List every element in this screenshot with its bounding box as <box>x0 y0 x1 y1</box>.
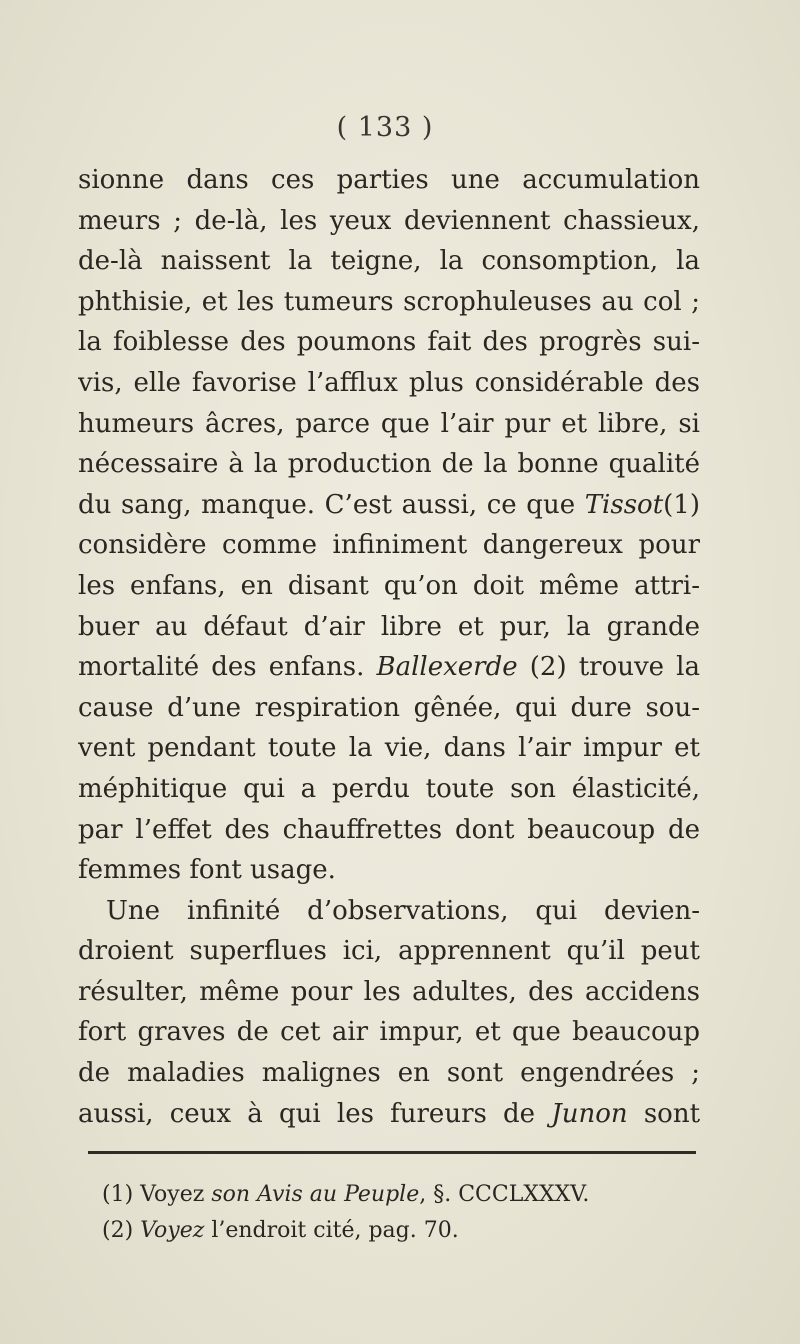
text-line: meurs ; de-là, les yeux deviennent chassieux, <box>78 205 700 236</box>
text-line: de maladies malignes en sont engendrées ; <box>78 1058 700 1089</box>
text-line-with-citation <box>78 485 700 526</box>
footnote-1-book-title: Avis au Peuple <box>257 1182 420 1207</box>
text-line: la foiblesse des poumons fait des progrès sui- <box>78 327 700 358</box>
paragraph-start-line: Une infinité d’observations, qui devien- <box>106 895 700 926</box>
footnote-divider <box>88 1151 696 1154</box>
text-line: sionne dans ces parties une accumulation <box>78 165 700 195</box>
text-line: méphitique qui a perdu toute son élasticité, <box>78 773 700 804</box>
author-name-tissot: Tissot <box>584 489 664 520</box>
footnote-2 <box>102 1213 702 1249</box>
text-line: humeurs âcres, parce que l’air pur et libre, si <box>78 408 700 439</box>
text-line: buer au défaut d’air libre et pur, la grande <box>78 611 700 642</box>
text-fragment: (2) trouve la <box>529 652 700 683</box>
text-line: considère comme infiniment dangereux pour <box>78 530 700 561</box>
text-line: cause d’une respiration gênée, qui dure sou- <box>78 692 700 723</box>
text-line: vent pendant toute la vie, dans l’air impur et <box>78 733 700 764</box>
text-line: vis, elle favorise l’afflux plus considérable des <box>78 367 700 398</box>
text-line-with-name <box>78 1094 700 1135</box>
text-line: phthisie, et les tumeurs scrophuleuses au col ; <box>78 286 700 317</box>
text-line: nécessaire à la production de la bonne qualité <box>78 449 700 480</box>
footnote-1 <box>102 1177 702 1213</box>
text-fragment: sont <box>643 1098 700 1129</box>
text-fragment: mortalité des enfans. <box>78 652 365 683</box>
text-line: fort graves de cet air impur, et que beaucoup <box>78 1017 700 1048</box>
text-fragment: du sang, manque. C’est aussi, ce que <box>78 489 576 520</box>
text-line: droient superflues ici, apprennent qu’il peut <box>78 936 700 967</box>
footnote-ref-1[interactable]: (1) <box>663 489 700 520</box>
page-number: ( 133 ) <box>336 112 434 143</box>
body-text <box>78 160 700 1134</box>
footnote-1-italic-son: son <box>211 1182 251 1207</box>
author-name-ballexerde: Ballexerde <box>376 652 518 683</box>
footnotes <box>102 1177 702 1249</box>
footnote-1-mark: (1) <box>102 1182 134 1207</box>
text-line: résulter, même pour les adultes, des accidens <box>78 976 700 1007</box>
text-fragment: aussi, ceux à qui les fureurs de <box>78 1098 536 1129</box>
footnote-1-prefix: Voyez <box>140 1182 205 1207</box>
footnote-2-mark: (2) <box>102 1218 134 1243</box>
text-line: par l’effet des chauffrettes dont beaucoup de <box>78 814 700 845</box>
footnote-2-suffix: l’endroit cité, pag. 70. <box>211 1218 459 1243</box>
paragraph-end-line: femmes font usage. <box>78 855 336 886</box>
mythological-name-junon: Junon <box>551 1098 628 1129</box>
footnote-2-italic-voyez: Voyez <box>140 1218 205 1243</box>
text-line: de-là naissent la teigne, la consomption, la <box>78 246 700 277</box>
text-line: les enfans, en disant qu’on doit même attri- <box>78 570 700 601</box>
text-line-with-citation <box>78 647 700 688</box>
footnote-1-suffix: , §. CCCLXXXV. <box>419 1182 590 1207</box>
